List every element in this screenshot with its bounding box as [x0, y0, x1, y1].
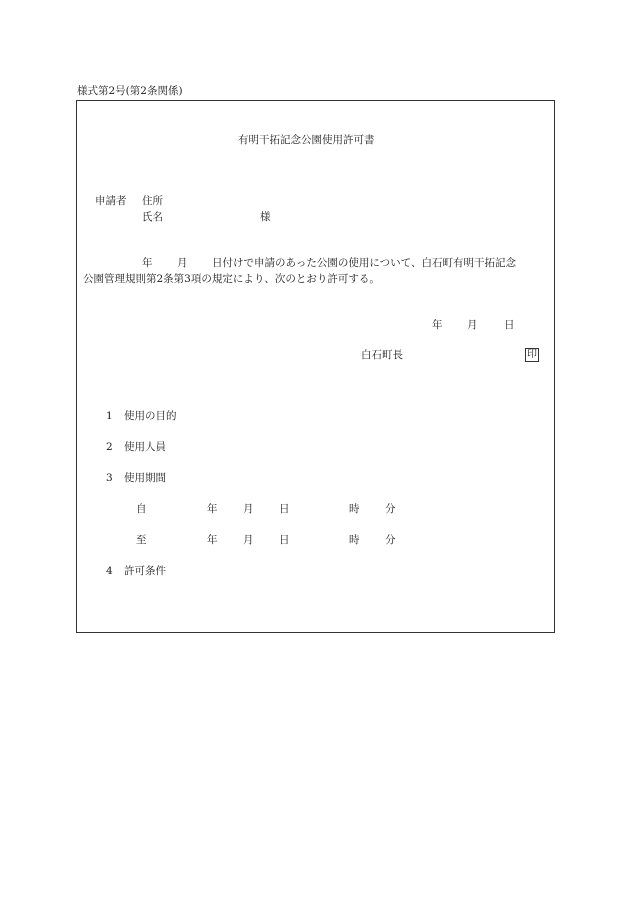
- form-frame: [76, 100, 555, 633]
- item-4-label: 許可条件: [124, 565, 166, 577]
- honorific: 様: [260, 211, 271, 223]
- period-to-month: 月: [243, 534, 254, 546]
- issuer-title: 白石町長: [361, 349, 403, 361]
- body-line1: 日付けで申請のあった公園の使用について、白石町有明干拓記念: [212, 257, 516, 269]
- date-month: 月: [467, 319, 478, 331]
- period-to-minute: 分: [385, 534, 396, 546]
- period-from-label: 自: [136, 503, 147, 515]
- address-label: 住所: [142, 195, 163, 207]
- item-1-number: 1: [106, 410, 113, 422]
- body-month: 月: [177, 257, 188, 269]
- date-year: 年: [432, 319, 443, 331]
- name-label: 氏名: [142, 211, 163, 223]
- period-to-hour: 時: [349, 534, 360, 546]
- body-year: 年: [142, 257, 153, 269]
- item-1-label: 使用の目的: [124, 410, 177, 422]
- period-from-year: 年: [207, 503, 218, 515]
- item-4-number: 4: [106, 565, 113, 577]
- period-to-day: 日: [279, 534, 290, 546]
- form-label: 様式第2号(第2条関係): [77, 85, 183, 97]
- item-2-label: 使用人員: [124, 441, 166, 453]
- period-from-day: 日: [279, 503, 290, 515]
- period-from-hour: 時: [349, 503, 360, 515]
- date-day: 日: [504, 319, 515, 331]
- document-title: 有明干拓記念公園使用許可書: [238, 134, 375, 146]
- item-3-number: 3: [106, 472, 113, 484]
- period-from-month: 月: [243, 503, 254, 515]
- item-3-label: 使用期間: [124, 472, 166, 484]
- body-line2: 公園管理規則第2条第3項の規定により、次のとおり許可する。: [83, 273, 380, 285]
- item-2-number: 2: [106, 441, 113, 453]
- period-from-minute: 分: [385, 503, 396, 515]
- applicant-label: 申請者: [95, 195, 127, 207]
- period-to-label: 至: [136, 534, 147, 546]
- seal-box: 印: [527, 349, 537, 360]
- seal-mark: [525, 348, 539, 362]
- period-to-year: 年: [207, 534, 218, 546]
